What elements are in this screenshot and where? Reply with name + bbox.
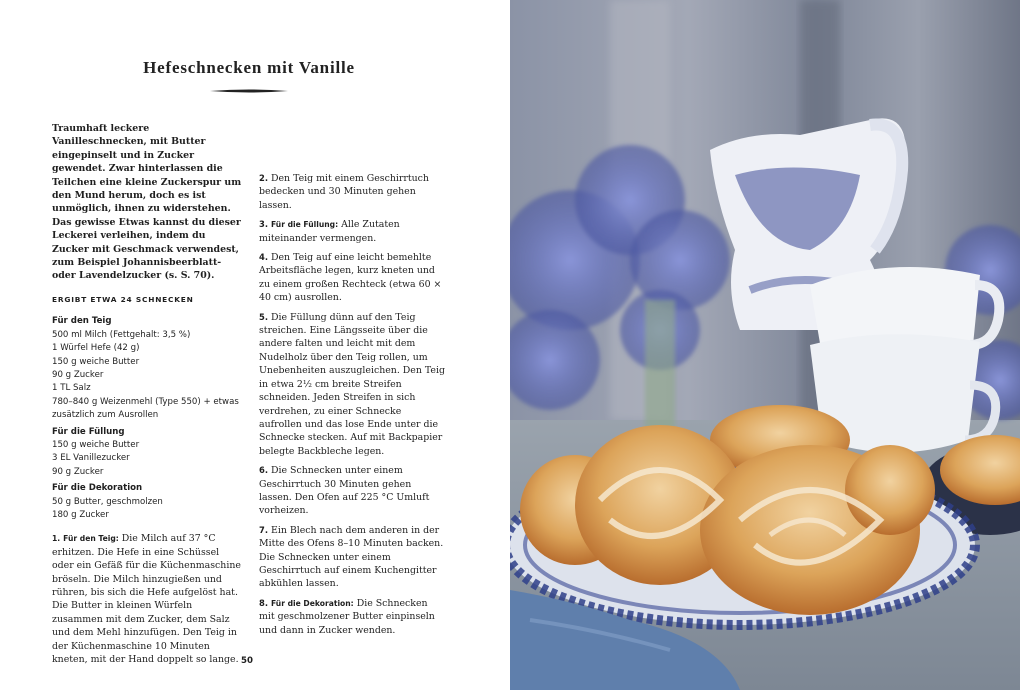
flower-stem [645,300,675,430]
left-column [52,122,242,672]
step-text: Den Teig mit einem Geschirrtuch bedecken und 30 Minuten gehen lassen. [259,173,429,211]
step-8 [259,597,445,637]
step-text: Ein Blech nach dem anderen in der Mitte des Ofens 8–10 Minuten backen. Die Schnecken unter einem Geschirrtuch auf einem Kuchengitter abkühlen lassen. [259,524,444,590]
recipe-intro: Traumhaft leckere Vanilleschnecken, mit Butter eingepinselt und in Zucker gewendet. Zwar hinterlassen die Teilchen eine kleine Zuckerspur um den Mund herum, doch es ist unmöglich, ihnen zu widerstehen. Das gewisse Etwas kannst du dieser Leckerei verleihen, indem du Zucker mit Geschmack verwendest, zum Beispiel Johannisbeerblatt- oder Lavendelzucker (s. S. 70). [52,123,242,282]
ingredient-line: 90 g Zucker [52,369,104,380]
right-column [259,108,445,643]
ingredient-group-dekoration [52,482,242,522]
step-number: 8. [259,597,269,608]
ingredient-line: 150 g weiche Butter [52,439,140,450]
step-text: Die Milch auf 37 °C erhitzen. Die Hefe in eine Schüssel oder ein Gefäß für die Küchenmaschine bröseln. Die Milch hinzugießen und rühren, bis sich die Hefe aufgelöst hat. Die Butter in kleinen Würfeln zusammen mit dem Zucker, dem Salz und dem Mehl hinzufügen. Den Teig in der Küchenmaschine 10 Minuten kneten, mit der Hand doppelt so lange. [52,533,241,666]
step-number: 1. [52,534,61,544]
step-number: 4. [259,252,269,263]
ingredient-line: zusätzlich zum Ausrollen [52,410,159,421]
step-number: 5. [259,311,269,322]
ingredient-heading: Für den Teig [52,316,112,327]
step-text: Den Teig auf eine leicht bemehlte Arbeitsfläche legen, kurz kneten und zu einem großen Rechteck (etwa 60 × 40 cm) ausrollen. [259,252,442,304]
step-5 [259,311,445,458]
recipe-title: Hefeschnecken mit Vanille [143,58,355,77]
yield-label: ERGIBT ETWA 24 SCHNECKEN [52,294,194,304]
step-label: Für die Dekoration: [271,598,354,608]
ingredient-line: 180 g Zucker [52,509,109,520]
step-3 [259,218,445,245]
step-2 [259,172,445,212]
ingredient-line: 1 TL Salz [52,383,91,394]
step-text: Die Füllung dünn auf den Teig streichen. Eine Längsseite über die andere falten und leicht mit dem Nudelholz über den Teig rollen, um Unebenheiten auszugleichen. Den Teig in etwa 2½ cm breite Streifen schneiden. Jeden Streifen in sich verdrehen, zu einer Schnecke aufrollen und das lose Ende unter die Schnecke stecken. Auf mit Backpapier belegte Backbleche legen. [259,311,445,457]
ingredient-group-teig [52,315,242,422]
ingredient-heading: Für die Dekoration [52,483,143,494]
ingredient-line: 150 g weiche Butter [52,356,140,367]
ingredient-line: 1 Würfel Hefe (42 g) [52,343,140,354]
step-text: Die Schnecken unter einem Geschirrtuch 30 Minuten gehen lassen. Den Ofen auf 225 °C Umluft vorheizen. [259,465,430,517]
ingredient-line: 780–840 g Weizenmehl (Type 550) + etwas [52,396,239,407]
step-4 [259,251,445,305]
step-6 [259,464,445,518]
page-number: 50 [241,656,253,666]
step-number: 7. [259,524,269,535]
step-number: 2. [259,173,269,183]
recipe-photo [510,0,1020,690]
ingredient-heading: Für die Füllung [52,426,125,437]
step-text: Die Schnecken mit geschmolzener Butter einpinseln und dann in Zucker wenden. [259,597,435,636]
ingredient-line: 3 EL Vanillezucker [52,453,130,464]
ingredient-line: 90 g Zucker [52,466,104,477]
step-number: 3. [259,219,269,230]
ingredient-line: 500 ml Milch (Fettgehalt: 3,5 %) [52,329,191,340]
step-1 [52,532,242,666]
step-text: Alle Zutaten miteinander vermengen. [259,219,400,244]
ingredient-line: 50 g Butter, geschmolzen [52,496,163,507]
title-divider [210,88,288,94]
step-label: Für den Teig: [63,534,119,544]
step-7 [259,524,445,591]
ingredient-group-fuellung [52,426,242,480]
step-number: 6. [259,465,269,476]
step-label: Für die Füllung: [271,220,339,230]
